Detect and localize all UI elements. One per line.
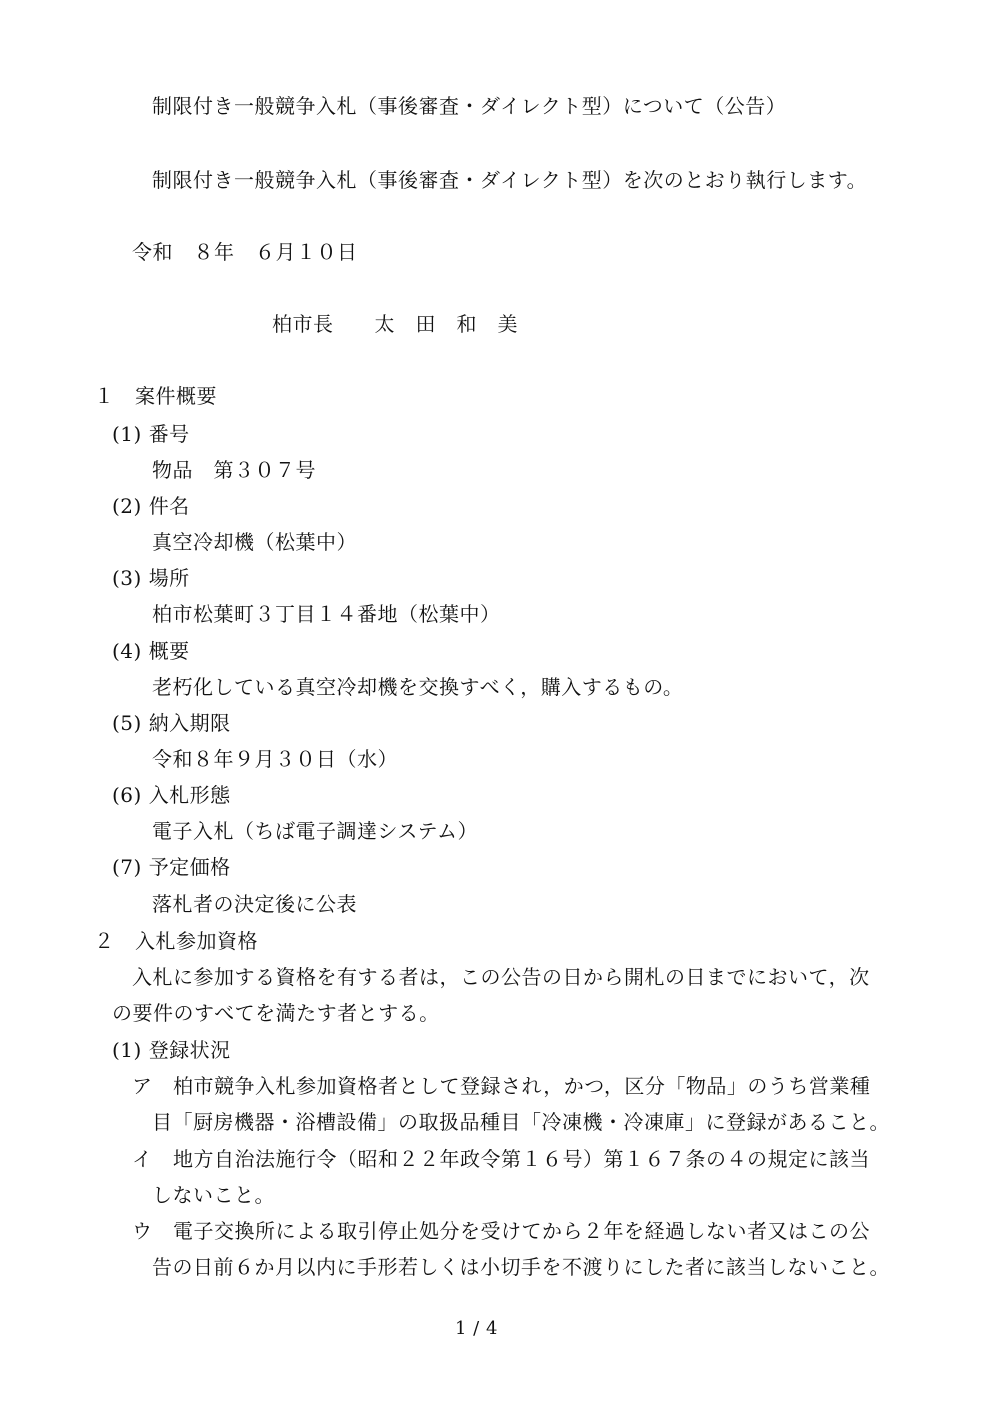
item5-label: (5) 納入期限: [112, 711, 231, 735]
item6-value: 電子入札（ちば電子調達システム）: [152, 819, 478, 843]
issuer-name: 柏市長 太 田 和 美: [272, 312, 518, 336]
item4-label: (4) 概要: [112, 639, 190, 663]
requirement-u-line2: 告の日前６か月以内に手形若しくは小切手を不渡りにした者に該当しないこと。: [152, 1255, 890, 1279]
page-number: 1 / 4: [455, 1318, 498, 1339]
item4-value: 老朽化している真空冷却機を交換すべく，購入するもの。: [152, 675, 684, 699]
intro-text: 制限付き一般競争入札（事後審査・ダイレクト型）を次のとおり執行します。: [152, 168, 868, 192]
item1-value: 物品 第３０７号: [152, 458, 316, 482]
item2-label: (2) 件名: [112, 494, 190, 518]
item3-label: (3) 場所: [112, 566, 190, 590]
section2-intro-line2: の要件のすべてを満たす者とする。: [112, 1001, 440, 1025]
item5-value: 令和８年９月３０日（水）: [152, 747, 398, 771]
item2-value: 真空冷却機（松葉中）: [152, 530, 357, 554]
document-title: 制限付き一般競争入札（事後審査・ダイレクト型）について（公告）: [152, 94, 787, 118]
item7-label: (7) 予定価格: [112, 855, 231, 879]
requirement-u-line1: ウ 電子交換所による取引停止処分を受けてから２年を経過しない者又はこの公: [132, 1219, 870, 1243]
section2-heading: ２ 入札参加資格: [94, 929, 258, 953]
requirement-i-line1: イ 地方自治法施行令（昭和２２年政令第１６号）第１６７条の４の規定に該当: [132, 1147, 870, 1171]
item3-value: 柏市松葉町３丁目１４番地（松葉中）: [152, 602, 501, 626]
requirement-i-line2: しないこと。: [152, 1183, 275, 1207]
item6-label: (6) 入札形態: [112, 783, 231, 807]
requirement-a-line2: 目「厨房機器・浴槽設備」の取扱品種目「冷凍機・冷凍庫」に登録があること。: [152, 1110, 890, 1134]
item1-label: (1) 番号: [112, 422, 190, 446]
item7-value: 落札者の決定後に公表: [152, 892, 357, 916]
registration-status-label: (1) 登録状況: [112, 1038, 231, 1062]
section1-heading: １ 案件概要: [94, 384, 217, 408]
notice-date: 令和 ８年 ６月１０日: [132, 240, 358, 264]
section2-intro-line1: 入札に参加する資格を有する者は，この公告の日から開札の日までにおいて，次: [132, 965, 870, 989]
requirement-a-line1: ア 柏市競争入札参加資格者として登録され，かつ，区分「物品」のうち営業種: [132, 1074, 871, 1098]
